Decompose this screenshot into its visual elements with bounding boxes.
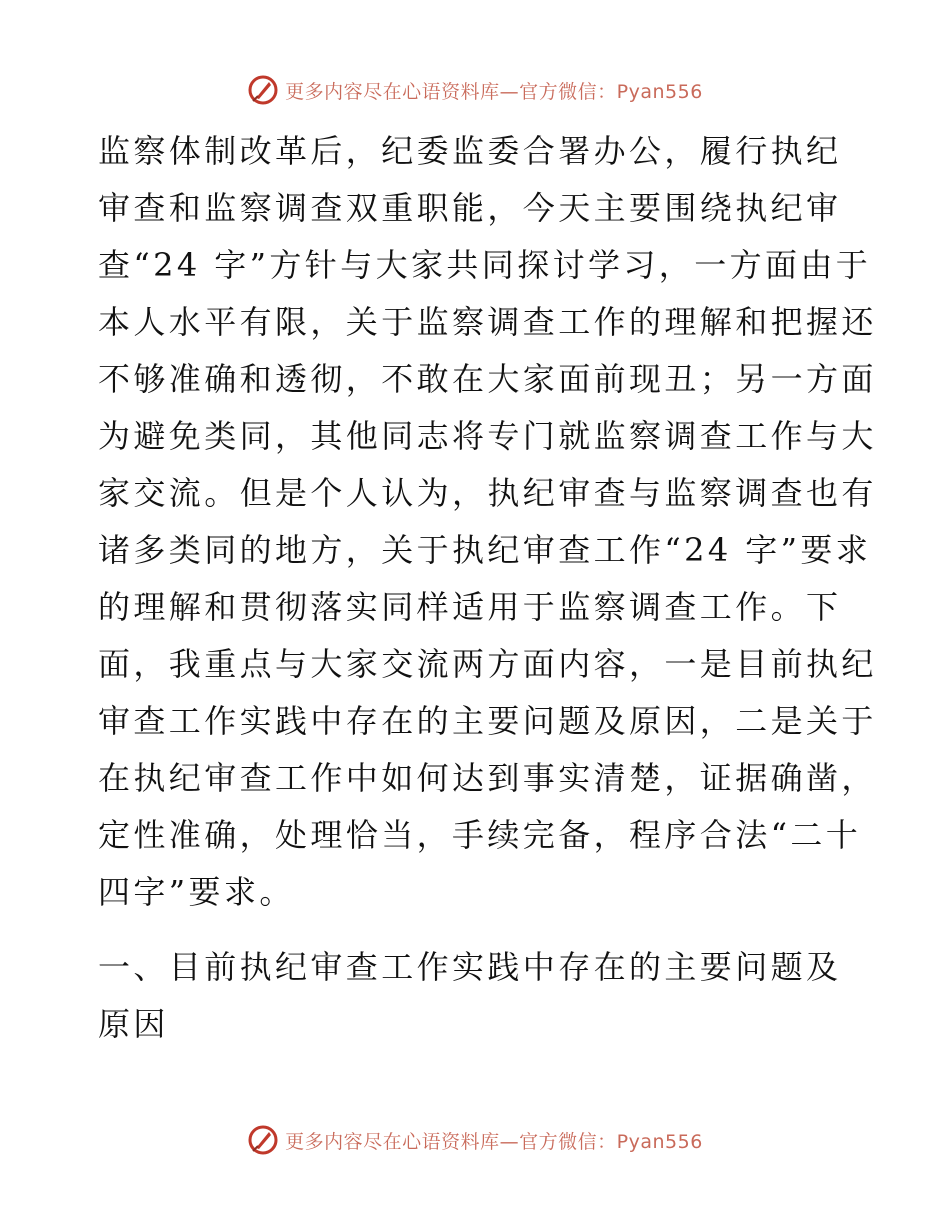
body-line: 的理解和贯彻落实同样适用于监察调查工作。下 bbox=[98, 588, 842, 626]
body-line: 审查和监察调查双重职能，今天主要围绕执纪审 bbox=[98, 189, 842, 227]
footer-banner-text: 更多内容尽在心语资料库—官方微信：Pyan556 bbox=[285, 1130, 703, 1153]
body-line: 定性准确，处理恰当，手续完备，程序合法“二十 bbox=[98, 816, 862, 854]
body-line: 不够准确和透彻，不敢在大家面前现丑；另一方面 bbox=[98, 360, 877, 398]
body-line: 审查工作实践中存在的主要问题及原因，二是关于 bbox=[98, 702, 877, 740]
document-body bbox=[98, 123, 877, 1053]
body-line: 本人水平有限，关于监察调查工作的理解和把握还 bbox=[98, 303, 877, 341]
header-banner-text: 更多内容尽在心语资料库—官方微信：Pyan556 bbox=[285, 80, 703, 103]
body-line: 在执纪审查工作中如何达到事实清楚，证据确凿， bbox=[98, 759, 877, 797]
body-line: 查“24 字”方针与大家共同探讨学习，一方面由于 bbox=[98, 246, 872, 284]
section-heading bbox=[98, 939, 858, 1053]
body-line: 四字”要求。 bbox=[98, 873, 295, 911]
body-line: 家交流。但是个人认为，执纪审查与监察调查也有 bbox=[98, 474, 877, 512]
section-heading-line: 原因 bbox=[98, 1005, 169, 1043]
body-line: 诸多类同的地方，关于执纪审查工作“24 字”要求 bbox=[98, 531, 872, 569]
body-line: 为避免类同，其他同志将专门就监察调查工作与大 bbox=[98, 417, 877, 455]
body-line: 面，我重点与大家交流两方面内容，一是目前执纪 bbox=[98, 645, 877, 683]
footer-watermark-banner bbox=[0, 1120, 950, 1160]
quill-feather-logo-icon bbox=[247, 74, 279, 106]
section-heading-line: 一、目前执纪审查工作实践中存在的主要问题及 bbox=[98, 948, 842, 986]
body-line: 监察体制改革后，纪委监委合署办公，履行执纪 bbox=[98, 132, 842, 170]
header-watermark-banner bbox=[0, 70, 950, 110]
quill-feather-logo-icon bbox=[247, 1124, 279, 1156]
